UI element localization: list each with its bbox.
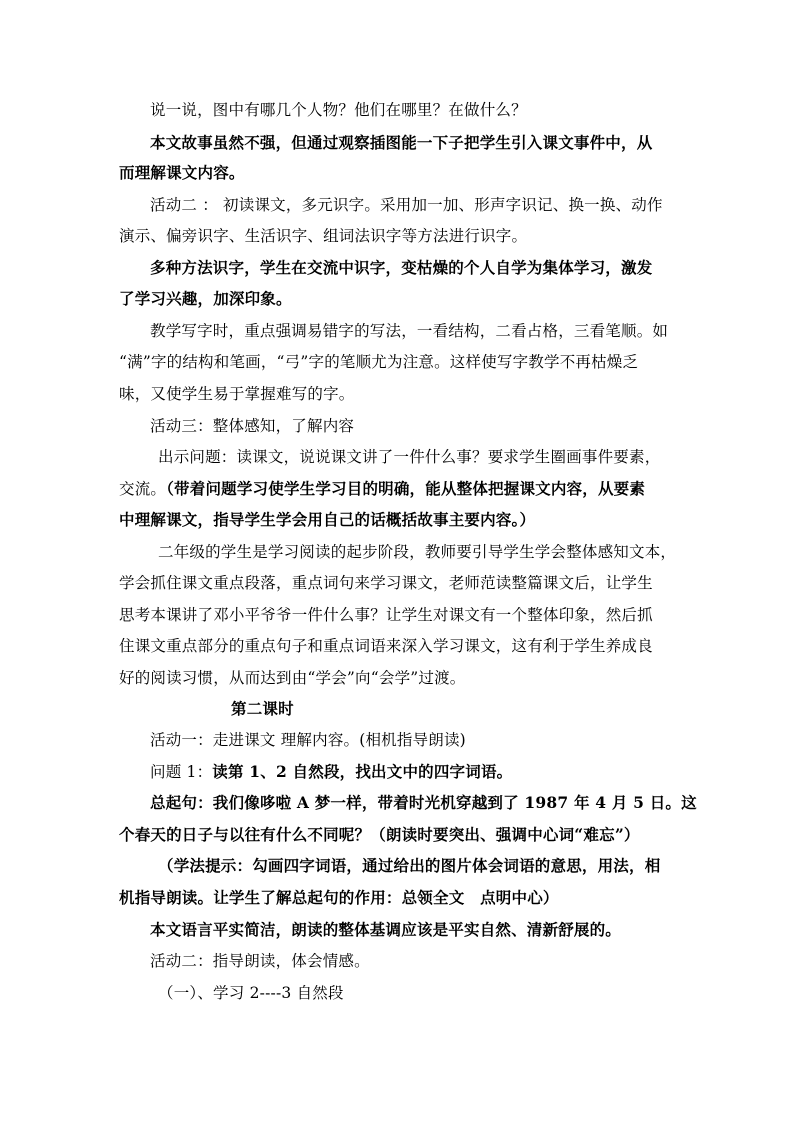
paragraph-line: 住课文重点部分的重点句子和重点词语来深入学习课文，这有利于学生养成良 — [119, 637, 653, 655]
paragraph-line: 中理解课文，指导学生学会用自己的话概括故事主要内容。） — [119, 510, 536, 529]
paragraph-line: 多种方法识字，学生在交流中识字，变枯燥的个人自学为集体学习，激发 — [150, 258, 653, 277]
line-plain-part: 交流。 — [119, 480, 167, 498]
paragraph-line: 教学写字时，重点强调易错字的写法，一看结构，二看占格，三看笔顺。如 — [150, 322, 669, 340]
paragraph-line — [119, 479, 645, 499]
paragraph-line: 活动三：整体感知，了解内容 — [150, 417, 355, 435]
paragraph-line: 好的阅读习惯，从而达到由“学会”向“会学”过渡。 — [119, 669, 466, 687]
paragraph-line: 活动二 ： 初读课文，多元识字。采用加一加、形声字识记、换一换、动作 — [150, 196, 663, 214]
paragraph-line — [150, 762, 512, 782]
line-bold-part: （带着问题学习使学生学习目的明确，能从整体把握课文内容，从要素 — [166, 479, 646, 498]
paragraph-line: 思考本课讲了邓小平爷爷一件什么事？让学生对课文有一个整体印象，然后抓 — [119, 606, 653, 624]
paragraph-line: 活动二：指导朗读，体会情感。 — [150, 952, 370, 970]
paragraph-line: 本文故事虽然不强，但通过观察插图能一下子把学生引入课文事件中，从 — [150, 133, 653, 152]
paragraph-line: 学会抓住课文重点段落，重点词句来学习课文，老师范读整篇课文后，让学生 — [119, 574, 653, 592]
paragraph-line: 了学习兴趣，加深印象。 — [119, 289, 292, 308]
paragraph-line: 活动一：走进课文 理解内容。(相机指导朗读) — [150, 731, 466, 749]
paragraph-line: （一）、学习 2----3 自然段 — [158, 984, 344, 1002]
line-bold-part: 读第 1、2 自然段，找出文中的四字词语。 — [212, 762, 513, 781]
paragraph-line: “满”字的结构和笔画，“弓”字的笔顺尤为注意。这样使写字教学不再枯燥乏 — [119, 353, 639, 371]
paragraph-line: 总起句：我们像哆啦 A 梦一样，带着时光机穿越到了 1987 年 4 月 5 日。这 — [150, 793, 697, 812]
paragraph-line: 二年级的学生是学习阅读的起步阶段，教师要引导学生学会整体感知文本， — [158, 543, 677, 561]
paragraph-line: 味，又使学生易于掌握难写的字。 — [119, 385, 355, 403]
section-heading: 第二课时 — [231, 699, 294, 718]
paragraph-line: 本文语言平实简洁，朗读的整体基调应该是平实自然、清新舒展的。 — [150, 920, 622, 939]
paragraph-line: （学法提示：勾画四字词语，通过给出的图片体会词语的意思，用法，相 — [158, 856, 661, 875]
line-plain-part: 问题 1： — [150, 763, 213, 781]
paragraph-line: 演示、偏旁识字、生活识字、组词法识字等方法进行识字。 — [119, 227, 528, 245]
paragraph-line: 个春天的日子与以往有什么不同呢？（朗读时要突出、强调中心词“难忘”） — [119, 825, 640, 844]
paragraph-line: 机指导朗读。让学生了解总起句的作用：总领全文 点明中心） — [119, 888, 559, 907]
paragraph-line: 出示问题：读课文，说说课文讲了一件什么事？要求学生圈画事件要素， — [158, 448, 661, 466]
paragraph-line: 而理解课文内容。 — [119, 163, 245, 182]
paragraph-line: 说一说，图中有哪几个人物？他们在哪里？在做什么？ — [150, 101, 527, 119]
